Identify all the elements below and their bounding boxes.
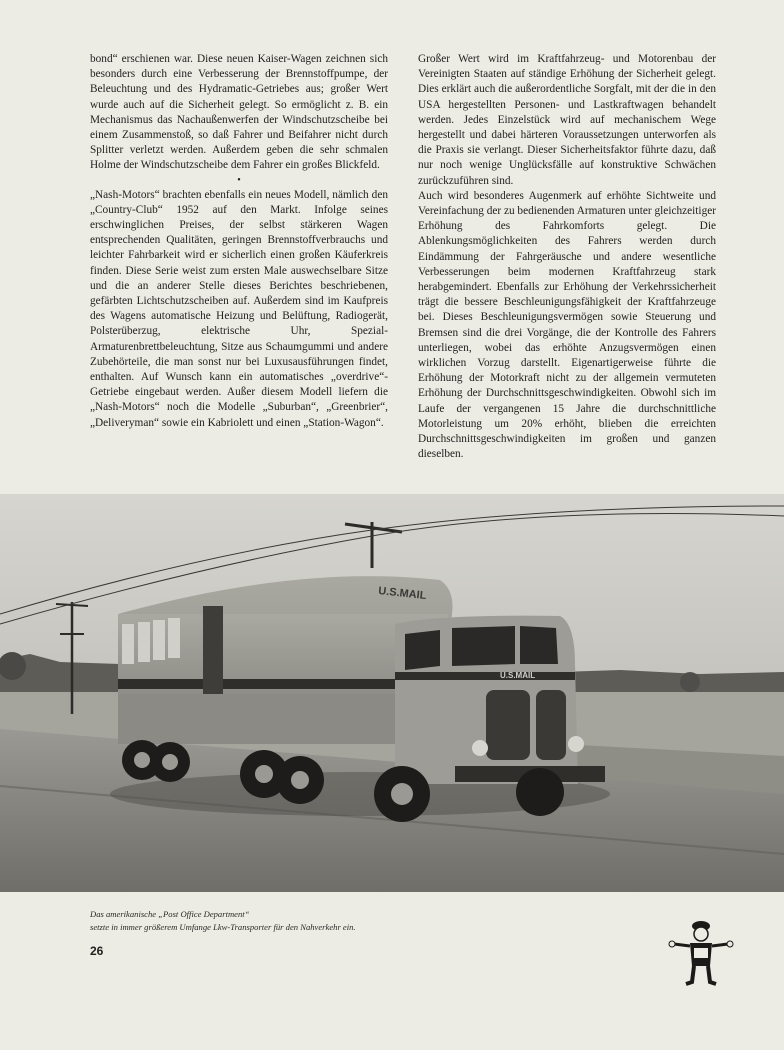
mail-truck-photo xyxy=(0,494,784,892)
caption-line: Das amerikanische „Post Office Department“ xyxy=(90,909,250,919)
paragraph: Großer Wert wird im Kraftfahrzeug- und Motorenbau der Vereinigten Staaten auf ständige Erhöhung der Sicherheit gelegt. Dies erklärt auch die außerordentliche Sorgfalt, mit der die in den USA hergestellten Personen- und Lastkraftwagen behandelt werden. Jedes Einzelstück wird auf mechanischem Wege hergestellt und dabei härteren Voraussetzungen unterworfen als die Praxis sie verlangt. Dieser Sicherheitsfaktor führte dazu, daß nur noch wenige Unglücksfälle auf konstruktive Schwächen zurückzuführen sind. xyxy=(418,53,716,187)
trailer-lettering: U.S.MAIL xyxy=(377,585,427,603)
paragraph: Auch wird besonderes Augenmerk auf erhöhte Sichtweite und Vereinfachung der zu bedienenden Armaturen unter gleichzeitiger Erhöhung des Fahrkomforts gelegt. Die Ablenkungsmöglichkeiten des Fahrers werden durch Eindämmung der Fahrgeräusche und andere wesentliche Verbesserungen beim modernen Kraftfahrzeug stark herabgemindert. Ebenfalls zur Erhöhung der Verkehrssicherheit trägt die bessere Beschleunigungsfähigkeit der Kraftfahrzeuge bei. Dieses Beschleunigungsvermögen sowie Steuerung und Bremsen sind die drei Vorgänge, die der Kontrolle des Fahrers unterliegen, wobei das erhöhte Anzugsvermögen einen wirklichen Vorzug darstellt. Eigenartigerweise führte die Erhöhung der Motorkraft nicht zu der allgemein vermuteten Erhöhung der Durchschnittsgeschwindigkeiten. Obwohl sich im Laufe der vergangenen 15 Jahre die durchschnittliche Motorleistung um 20% erhöht, blieben die erreichten Durchschnittsgeschwindigkeiten im großen und ganzen dieselben. xyxy=(418,189,716,461)
cab-lettering: U.S.MAIL xyxy=(500,671,536,680)
paragraph: bond“ erschienen war. Diese neuen Kaiser-Wagen zeichnen sich besonders durch eine Verbesserung der Brennstoffpumpe, der Beleuchtung und des Hydramatic-Getriebes aus; großer Wert wurde auch auf die Sicherheit gelegt. So ermöglicht z. B. ein Mechanismus das Nachaußenwerfen der Windschutzscheibe bei einem Zusammenstoß, so daß Fahrer und Beifahrer nicht durch Splitter verletzt werden. Außerdem geben die sehr schmalen Holme der Windschutzscheibe dem Fahrer ein großes Blickfeld. xyxy=(90,53,388,172)
left-text-column xyxy=(90,52,388,431)
right-text-column xyxy=(418,52,716,462)
paragraph-separator: • xyxy=(237,174,241,186)
photo-caption xyxy=(90,908,510,934)
page-number: 26 xyxy=(90,944,104,958)
caption-line: setzte in immer größerem Umfange Lkw-Transporter für den Nahverkehr ein. xyxy=(90,922,356,932)
postman-mascot-icon xyxy=(668,918,734,988)
paragraph: „Nash-Motors“ brachten ebenfalls ein neues Modell, nämlich den „Country-Club“ 1952 auf den Markt. Infolge seines erschwinglichen Preises, der selbst stärkeren Wagen entsprechenden Qualitäten, geringen Brennstoffverbrauchs und leichter Fahrbarkeit wird er sicherlich einen großen Käuferkreis finden. Diese Serie weist zum ersten Male auswechselbare Sitze und die an anderer Stelle dieses Berichtes beschriebenen, gefärbten Lichtschutzscheiben auf. Außerdem sind im Kaufpreis des Wagens automatische Heizung und Belüftung, Radiogerät, Polsterüberzug, elektrische Uhr, Spezial-Armaturenbrettbeleuchtung, Sitze aus Schaumgummi und andere Zubehörteile, die man sonst nur bei Luxusausführungen findet, enthalten. Auf Wunsch kann ein automatisches „overdrive“-Getriebe eingebaut werden. Außer diesem Modell liefern die „Nash-Motors“ noch die Modelle „Suburban“, „Greenbrier“, „Deliveryman“ sowie ein Kabriolett und einen „Station-Wagon“. xyxy=(90,188,388,429)
